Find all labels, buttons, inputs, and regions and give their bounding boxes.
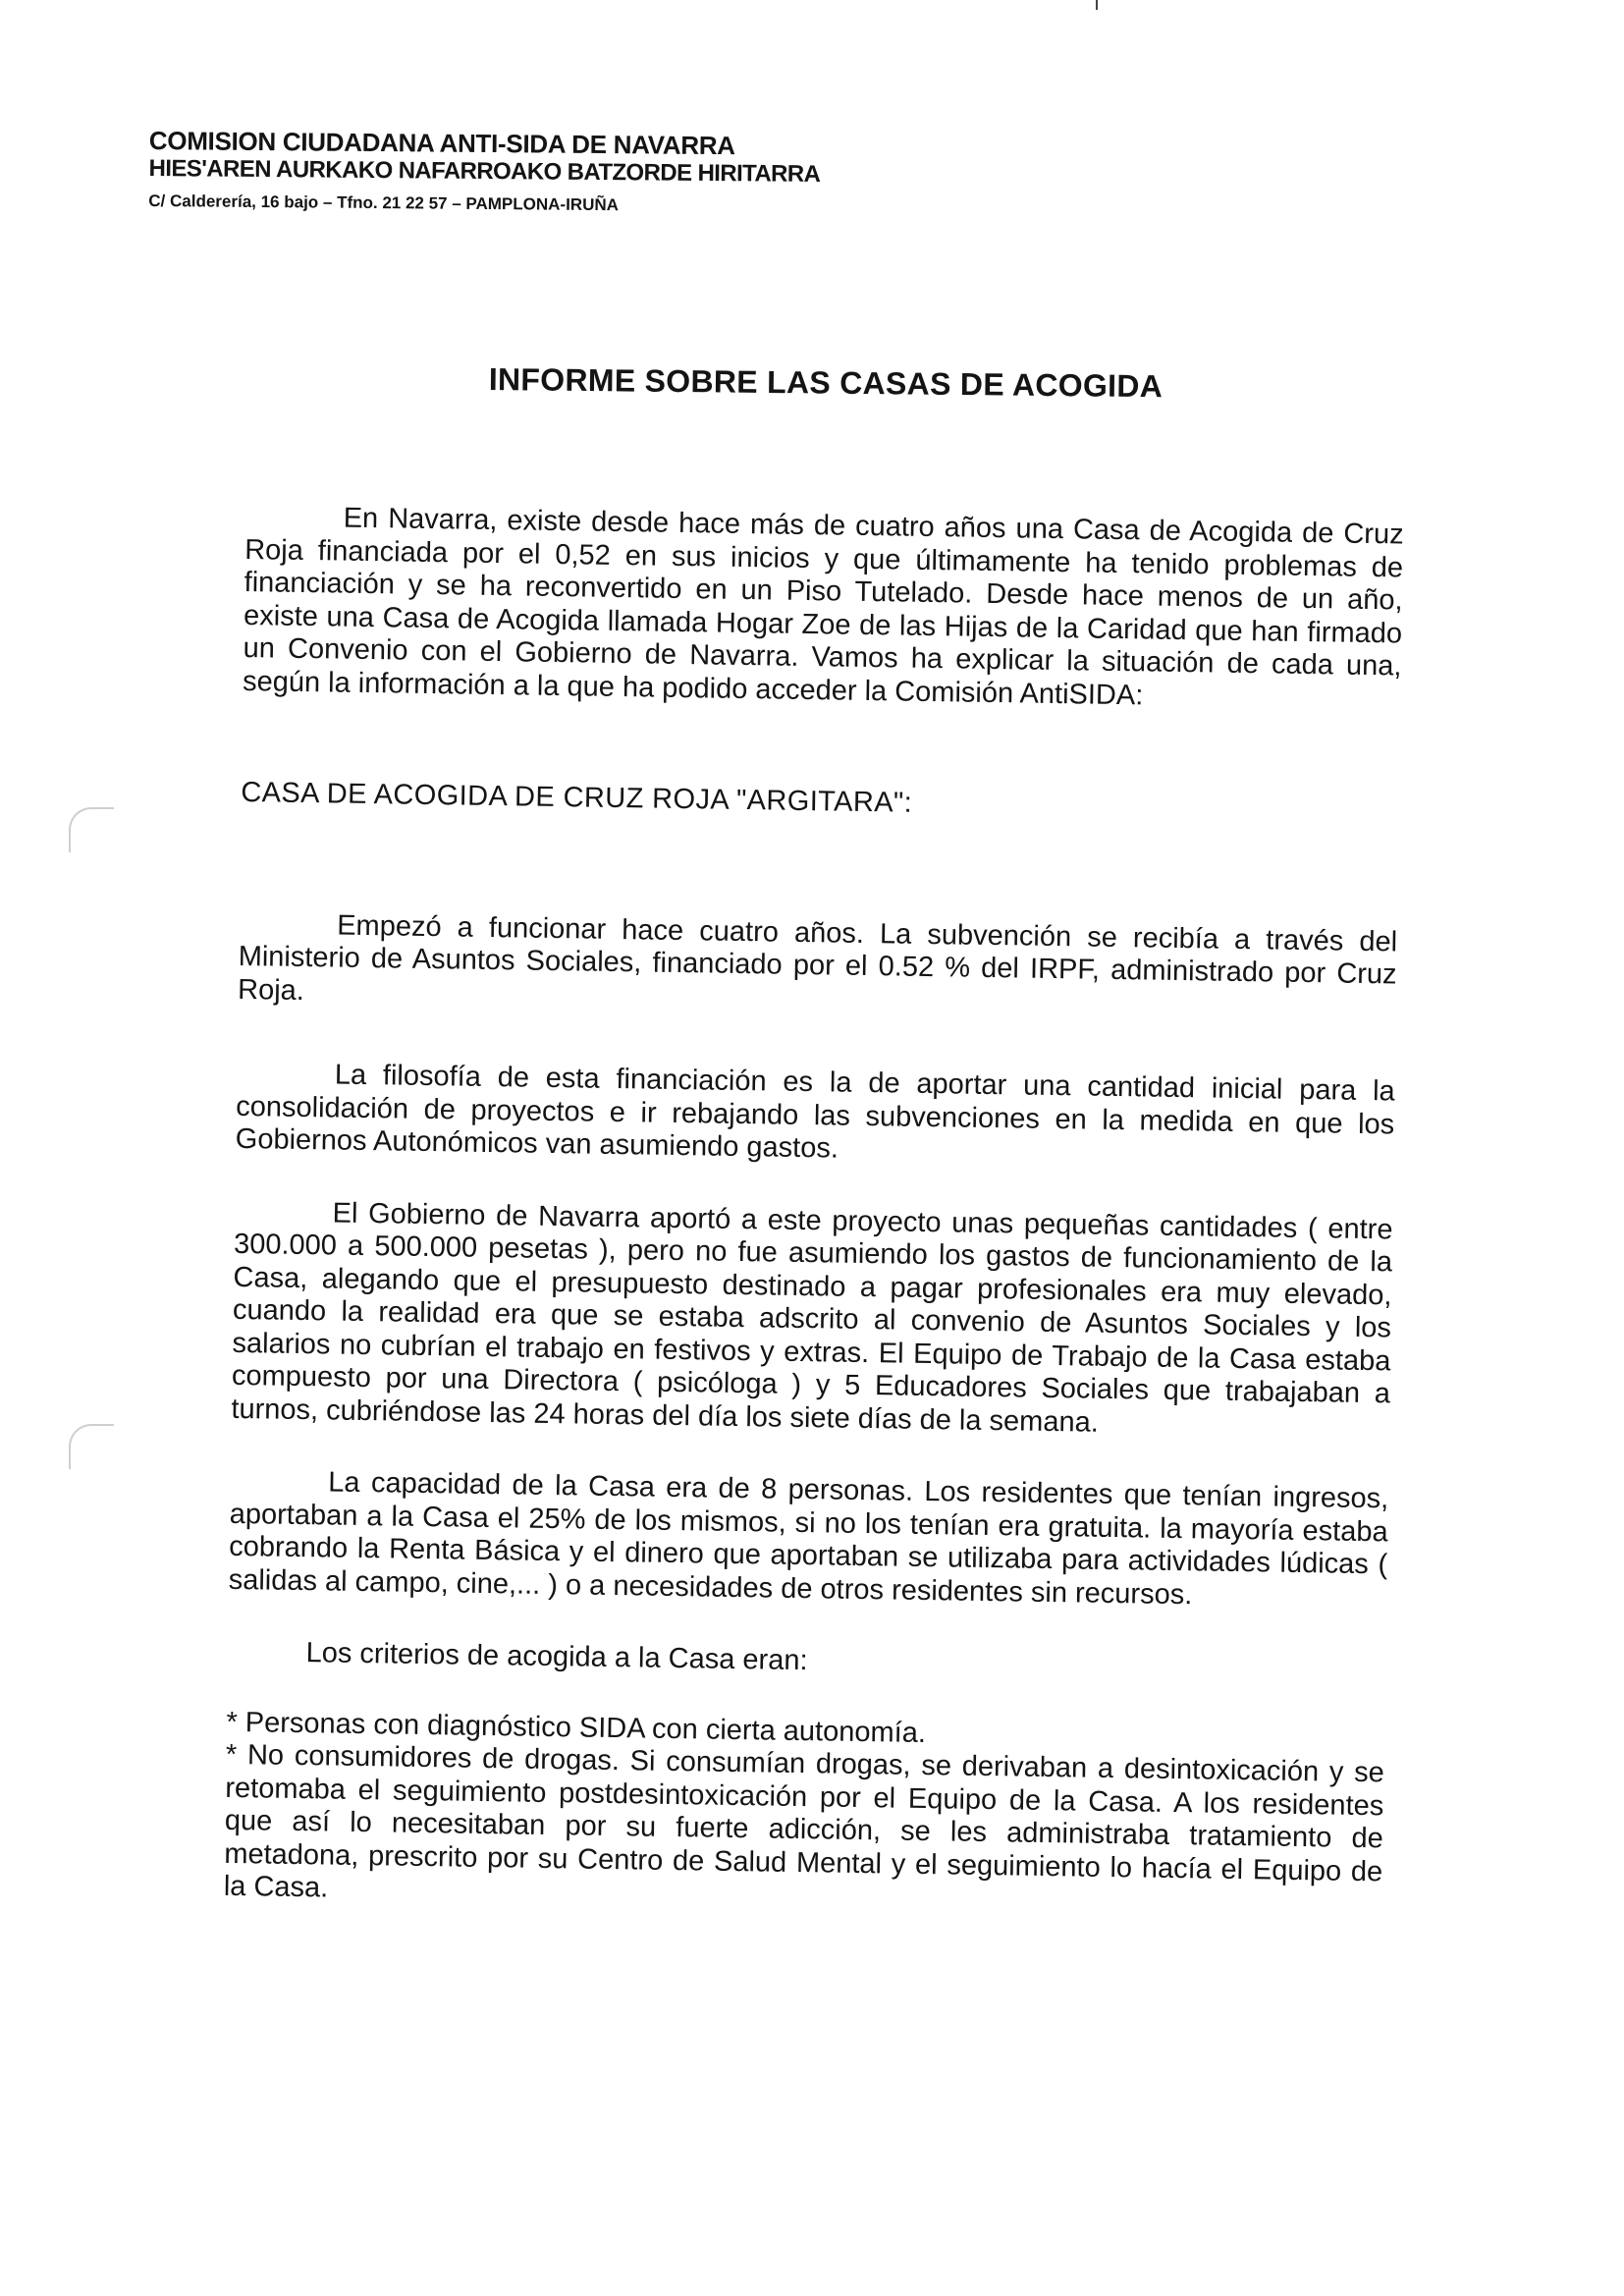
body-paragraph: El Gobierno de Navarra aportó a este proyecto unas pequeñas cantidades ( entre 300.000 a 500.000 pesetas ), pero no fue asumiendo los gastos de funcionamiento de la Casa, alegando que el presupuesto destinado a pagar profesionales era muy elevado, cuando la realidad era que se estaba adscrito al convenio de Asuntos Sociales y los salarios no cubrían el trabajo en festivos y extras. El Equipo de Trabajo de la Casa estaba compuesto por una Directora ( psicóloga ) y 5 Educadores Sociales que trabajaban a turnos, cubriéndose las 24 horas del día los siete días de la semana.: [231, 1196, 1393, 1439]
body-paragraph: Empezó a funcionar hace cuatro años. La subvención se recibía a través del Ministerio de Asuntos Sociales, financiado por el 0.52 % del IRPF, administrado por Cruz Roja.: [237, 909, 1398, 1007]
letterhead-address: C/ Calderería, 16 bajo – Tfno. 21 22 57 – PAMPLONA-IRUÑA: [148, 191, 620, 215]
document-title: INFORME SOBRE LAS CASAS DE ACOGIDA: [488, 361, 1164, 405]
criteria-item: * Personas con diagnóstico SIDA con cierta autonomía.: [226, 1706, 927, 1749]
criteria-list: [224, 1706, 1385, 1922]
section-heading: CASA DE ACOGIDA DE CRUZ ROJA "ARGITARA":: [241, 776, 913, 819]
intro-paragraph: En Navarra, existe desde hace más de cuatro años una Casa de Acogida de Cruz Roja financiada por el 0,52 en sus inicios y que últimamente ha tenido problemas de financiación y se ha reconvertido en un Piso Tutelado. Desde hace menos de un año, existe una Casa de Acogida llamada Hogar Zoe de las Hijas de la Caridad que han firmado un Convenio con el Gobierno de Navarra. Vamos ha explicar la situación de cada una, según la información a la que ha podido acceder la Comisión AntiSIDA:: [242, 502, 1404, 711]
letterhead-org-name: COMISION CIUDADANA ANTI-SIDA DE NAVARRA: [148, 126, 735, 161]
criteria-intro: Los criterios de acogida a la Casa eran:: [305, 1637, 808, 1677]
document-body: [224, 501, 1404, 1922]
body-paragraph: La filosofía de esta financiación es la de aportar una cantidad inicial para la consolidación de proyectos e ir rebajando las subvenciones en la medida en que los Gobiernos Autonómicos van asumiendo gastos.: [235, 1059, 1395, 1165]
punch-hole-mark: [69, 1424, 114, 1469]
criteria-item: * No consumidores de drogas. Si consumían drogas, se derivaban a desintoxicación y se retomaba el seguimiento postdesintoxicación por el Equipo de la Casa. A los residentes que así lo necesitaban por su fuerte adicción, se les administraba tratamiento de metadona, prescrito por su Centro de Salud Mental y el seguimiento lo hacía el Equipo de la Casa.: [223, 1738, 1385, 1904]
punch-hole-mark: [69, 807, 114, 852]
body-paragraph: La capacidad de la Casa era de 8 personas. Los residentes que tenían ingresos, aportaban a la Casa el 25% de los mismos, si no los tenían era gratuita. la mayoría estaba cobrando la Renta Básica y el dinero que aportaban se utilizaba para actividades lúdicas ( salidas al campo, cine,... ) o a necesidades de otros residentes sin recursos.: [228, 1466, 1389, 1611]
page-edge-mark: [1096, 0, 1098, 10]
letterhead-org-name-basque: HIES'AREN AURKAKO NAFARROAKO BATZORDE HIRITARRA: [148, 154, 821, 188]
letterhead: [148, 126, 837, 222]
